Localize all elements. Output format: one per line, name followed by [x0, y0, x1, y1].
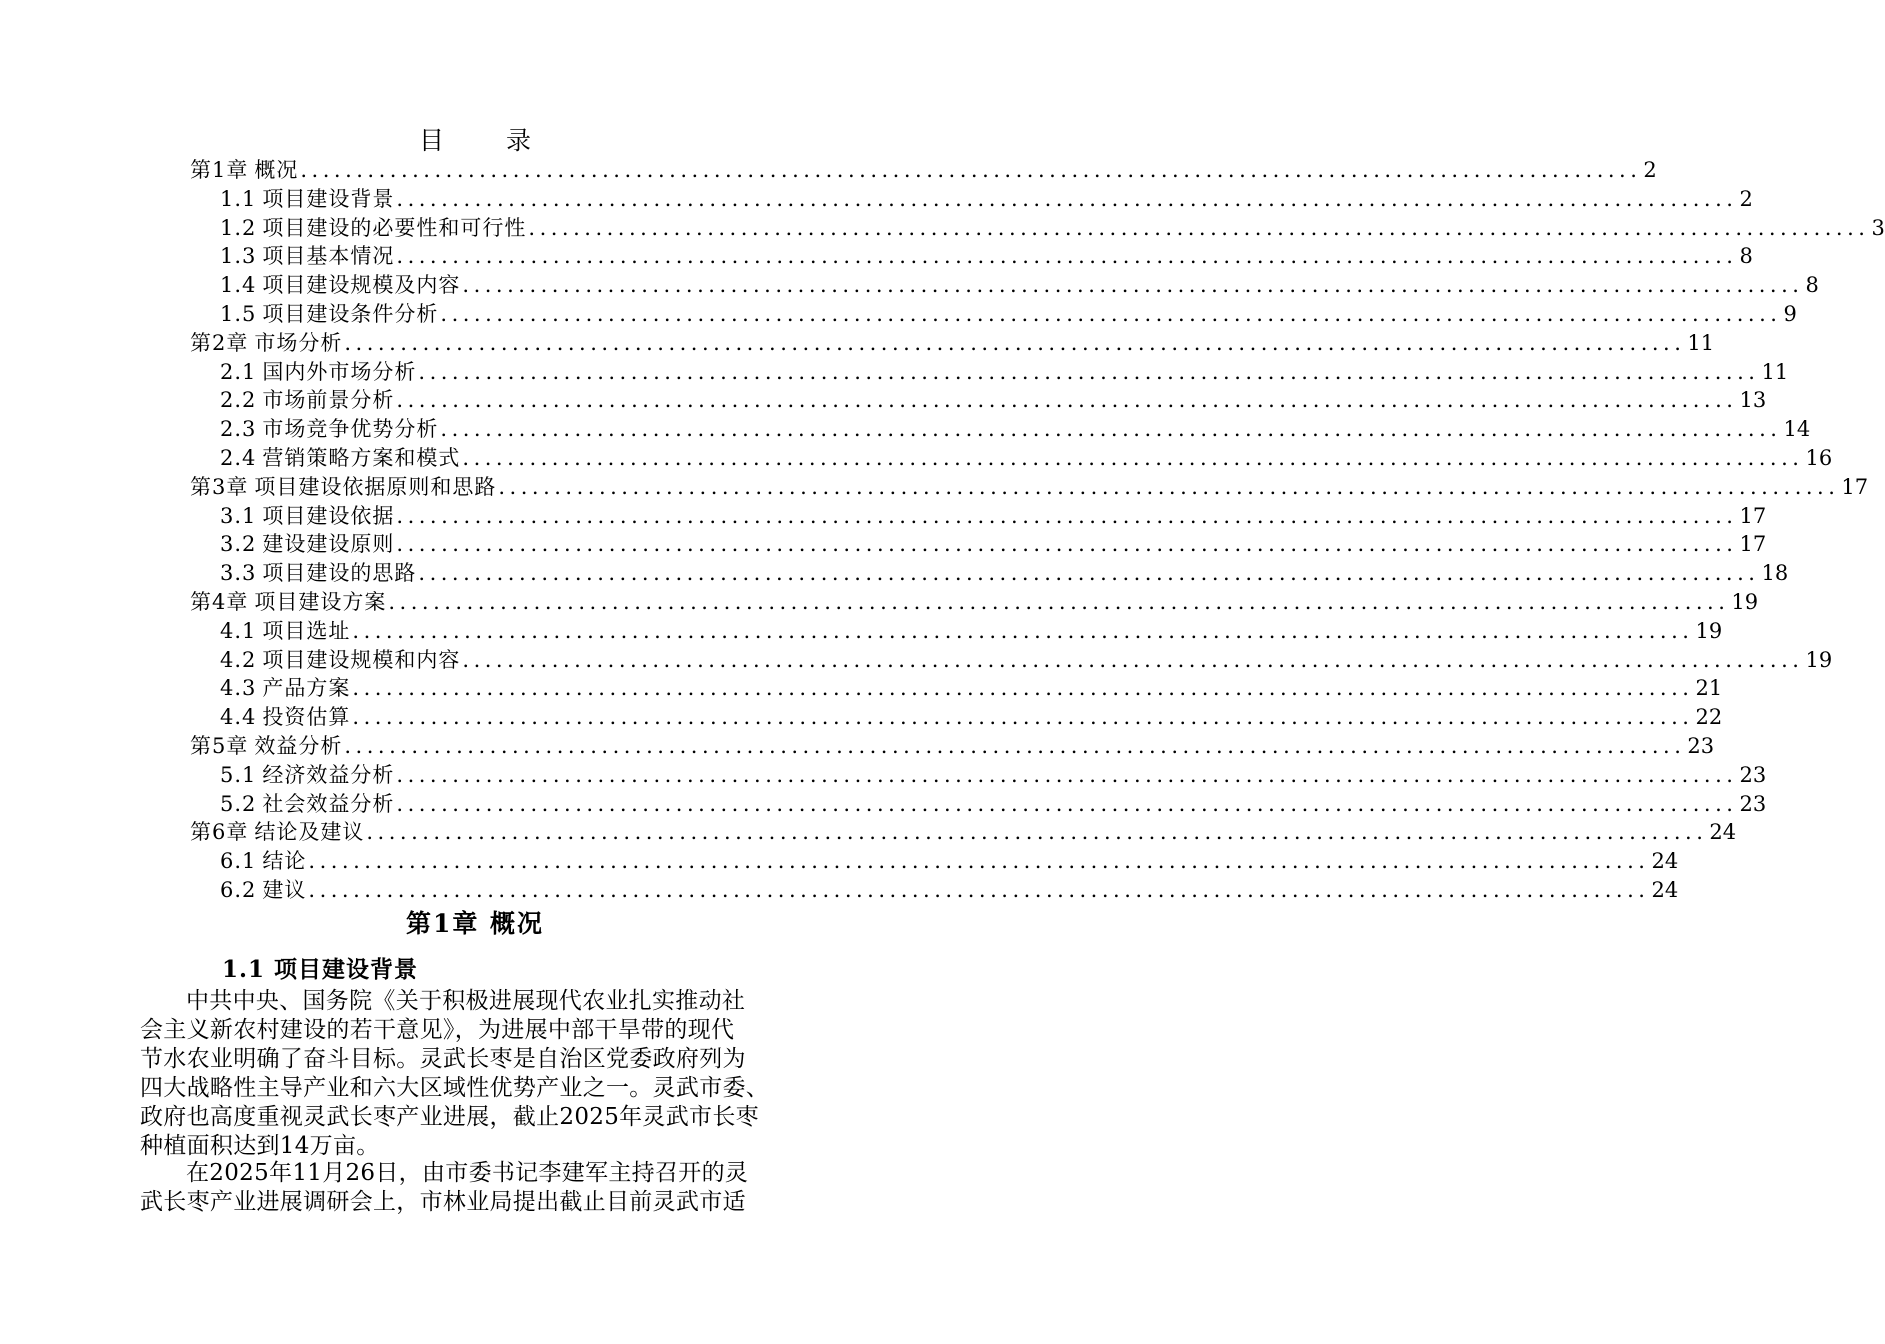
toc-page-number: 11: [1761, 359, 1789, 384]
toc-entry-number: 4.4: [220, 705, 257, 730]
toc-page-number: 11: [1687, 330, 1715, 355]
toc-entry[interactable]: [220, 185, 1753, 213]
toc-page-number: 2: [1739, 186, 1753, 211]
paragraph-line: 节水农业明确了奋斗目标。灵武长枣是自治区党委政府列为: [140, 1046, 746, 1072]
toc-entry-number: 3.2: [220, 532, 257, 557]
toc-leader-dots: ........................................................................................................................: [396, 503, 1738, 528]
toc-entry-title: 产品方案: [262, 676, 351, 701]
toc-entry-number: 5.2: [220, 791, 257, 816]
toc-entry[interactable]: [220, 617, 1723, 645]
toc-entry-number: 2.4: [220, 446, 257, 470]
toc-entry[interactable]: [220, 530, 1767, 558]
toc-entry-title: 结论: [262, 849, 307, 874]
toc-entry-number: 3.3: [220, 561, 257, 586]
toc-leader-dots: ........................................................................................................................: [344, 734, 1686, 758]
toc-entry-title: 社会效益分析: [262, 791, 395, 816]
toc-page-number: 16: [1805, 446, 1833, 470]
toc-entry-number: 5.1: [220, 762, 257, 787]
toc-entry-title: 项目建设规模和内容: [262, 647, 461, 672]
toc-entry-title: 项目建设依据原则和思路: [254, 474, 497, 499]
toc-entry[interactable]: [220, 386, 1767, 414]
toc-leader-dots: ........................................................................................................................: [440, 417, 1782, 442]
toc-entry[interactable]: [220, 358, 1789, 386]
toc-entry-label: [190, 156, 298, 184]
toc-entry-title: 投资估算: [262, 705, 351, 730]
body-paragraph-1: [140, 987, 815, 1161]
toc-leader-dots: ........................................................................................................................: [462, 273, 1804, 298]
toc-entry[interactable]: [220, 271, 1819, 299]
toc-entry-label: [190, 732, 342, 760]
toc-entry-label: [190, 473, 496, 501]
toc-page-number: 9: [1783, 302, 1797, 326]
toc-entry-number: 2.1: [220, 359, 257, 384]
toc-entry-title: 经济效益分析: [262, 762, 395, 787]
toc-leader-dots: ........................................................................................................................: [388, 590, 1730, 614]
toc-leader-dots: ........................................................................................................................: [528, 215, 1870, 240]
toc-leader-dots: ........................................................................................................................: [308, 878, 1650, 902]
toc-entry[interactable]: [220, 415, 1811, 443]
toc-entry-label: [220, 530, 394, 558]
toc-entry-number: 第1章: [190, 158, 249, 182]
toc-leader-dots: ........................................................................................................................: [352, 676, 1694, 701]
toc-page-number: 23: [1687, 734, 1715, 758]
paragraph-line: 在2025年11月26日，由市委书记李建军主持召开的灵: [186, 1160, 749, 1186]
toc-page-number: 18: [1761, 561, 1789, 586]
toc-leader-dots: ........................................................................................................................: [396, 388, 1738, 413]
toc-entry-label: [220, 703, 350, 731]
toc-entry-number: 1.2: [220, 215, 257, 240]
toc-entry-number: 4.3: [220, 676, 257, 701]
toc-leader-dots: ........................................................................................................................: [418, 561, 1760, 586]
toc-entry-number: 1.1: [220, 186, 257, 211]
toc-entry-number: 1.5: [220, 302, 257, 326]
toc-entry[interactable]: [220, 300, 1797, 328]
toc-leader-dots: ........................................................................................................................: [396, 762, 1738, 787]
toc-leader-dots: ........................................................................................................................: [498, 474, 1840, 499]
toc-entry-label: [220, 876, 306, 904]
toc-page-number: 17: [1841, 474, 1869, 499]
toc-entry-label: [220, 674, 350, 702]
toc-entry-title: 建设建设原则: [262, 532, 395, 557]
paragraph-line: 四大战略性主导产业和六大区域性优势产业之一。灵武市委、: [140, 1075, 770, 1101]
toc-page-number: 21: [1695, 676, 1723, 701]
toc-entry-title: 项目建设背景: [262, 186, 395, 211]
toc-entry-number: 1.4: [220, 273, 257, 298]
toc-leader-dots: ........................................................................................................................: [396, 244, 1738, 269]
toc-entry-label: [220, 300, 438, 328]
toc-entry[interactable]: [220, 242, 1753, 270]
toc-entry-label: [220, 617, 350, 645]
toc-entry[interactable]: [220, 790, 1767, 818]
toc-entry-label: [220, 242, 394, 270]
toc-entry[interactable]: [190, 473, 1869, 501]
toc-entry[interactable]: [220, 703, 1723, 731]
toc-page-number: 17: [1739, 503, 1767, 528]
toc-page-number: 24: [1651, 849, 1679, 874]
toc-entry-number: 2.2: [220, 388, 257, 413]
toc-entry-label: [220, 386, 394, 414]
toc-page-number: 19: [1695, 618, 1723, 643]
toc-page-number: 14: [1783, 417, 1811, 442]
toc-page-number: 22: [1695, 705, 1723, 730]
toc-entry-label: [220, 646, 460, 674]
toc-page-number: 23: [1739, 791, 1767, 816]
toc-entry-number: 2.3: [220, 417, 257, 442]
toc-entry-number: 6.2: [220, 878, 257, 902]
toc-entry-label: [220, 761, 394, 789]
toc-page-number: 24: [1651, 878, 1679, 902]
toc-leader-dots: ........................................................................................................................: [396, 532, 1738, 557]
toc-entry-label: [220, 214, 526, 242]
chapter-heading: 第1章 概况: [405, 909, 545, 938]
toc-leader-dots: ........................................................................................................................: [366, 820, 1708, 845]
toc-entry-label: [190, 329, 342, 357]
toc-entry-title: 项目基本情况: [262, 244, 395, 269]
toc-entry-number: 4.2: [220, 647, 257, 672]
paragraph-line: 会主义新农村建设的若干意见》，为进展中部干旱带的现代: [140, 1017, 735, 1043]
toc-entry[interactable]: [220, 674, 1723, 702]
toc-entry[interactable]: [220, 876, 1679, 904]
toc-entry-title: 项目建设方案: [254, 590, 387, 614]
toc-leader-dots: ........................................................................................................................: [440, 302, 1782, 326]
toc-entry-label: [220, 847, 306, 875]
body-paragraph-2: [140, 1159, 815, 1217]
toc-entry[interactable]: [220, 646, 1833, 674]
toc-entry[interactable]: [220, 214, 1885, 242]
toc-leader-dots: ........................................................................................................................: [462, 647, 1804, 672]
toc-entry[interactable]: [190, 732, 1715, 760]
toc-entry-title: 项目建设依据: [262, 503, 395, 528]
toc-leader-dots: ........................................................................................................................: [308, 849, 1650, 874]
toc-entry-label: [220, 559, 416, 587]
toc-page-number: 3: [1871, 215, 1885, 240]
toc-entry-title: 效益分析: [254, 734, 343, 758]
toc-entry-label: [220, 271, 460, 299]
toc-leader-dots: ........................................................................................................................: [396, 791, 1738, 816]
toc-entry-label: [220, 358, 416, 386]
toc-entry-number: 第3章: [190, 474, 249, 499]
toc-page-number: 19: [1731, 590, 1759, 614]
toc-page-number: 24: [1709, 820, 1737, 845]
toc-entry-number: 第5章: [190, 734, 249, 758]
toc-entry-title: 市场分析: [254, 330, 343, 355]
paragraph-line: 种植面积达到14万亩。: [140, 1133, 380, 1159]
toc-entry-label: [220, 790, 394, 818]
toc-entry-title: 市场竞争优势分析: [262, 417, 439, 442]
toc-entry-title: 结论及建议: [254, 820, 365, 845]
toc-entry-title: 概况: [254, 158, 299, 182]
toc-entry-title: 建议: [262, 878, 307, 902]
toc-entry-label: [220, 502, 394, 530]
toc-title: 目录: [418, 126, 593, 155]
toc-entry-label: [220, 415, 438, 443]
toc-entry-number: 第2章: [190, 330, 249, 355]
toc-entry[interactable]: [220, 502, 1767, 530]
toc-entry-title: 项目建设的必要性和可行性: [262, 215, 527, 240]
toc-entry-number: 第4章: [190, 590, 249, 614]
toc-entry[interactable]: [220, 559, 1789, 587]
paragraph-line: 政府也高度重视灵武长枣产业进展，截止2025年灵武市长枣: [140, 1104, 759, 1130]
toc-leader-dots: ........................................................................................................................: [396, 186, 1738, 211]
toc-entry[interactable]: [220, 847, 1679, 875]
toc-page-number: 17: [1739, 532, 1767, 557]
section-heading: 1.1 项目建设背景: [222, 956, 419, 983]
toc-entry-title: 项目建设条件分析: [262, 302, 439, 326]
toc-entry-title: 国内外市场分析: [262, 359, 417, 384]
toc-page-number: 8: [1805, 273, 1819, 298]
toc-entry[interactable]: [190, 329, 1715, 357]
toc-page-number: 2: [1643, 158, 1657, 182]
toc-leader-dots: ........................................................................................................................: [418, 359, 1760, 384]
toc-entry-label: [190, 588, 386, 616]
toc-leader-dots: ........................................................................................................................: [352, 705, 1694, 730]
toc-entry-label: [220, 185, 394, 213]
toc-entry-title: 项目选址: [262, 618, 351, 643]
toc-leader-dots: ........................................................................................................................: [462, 446, 1804, 470]
toc-entry-number: 4.1: [220, 618, 257, 643]
toc-entry[interactable]: [220, 761, 1767, 789]
toc-entry-title: 营销策略方案和模式: [262, 446, 461, 470]
toc-page-number: 13: [1739, 388, 1767, 413]
toc-entry[interactable]: [190, 156, 1657, 184]
toc-entry-number: 3.1: [220, 503, 257, 528]
toc-leader-dots: ........................................................................................................................: [300, 158, 1642, 182]
toc-entry[interactable]: [190, 588, 1759, 616]
paragraph-line: 武长枣产业进展调研会上，市林业局提出截止目前灵武市适: [140, 1189, 746, 1215]
toc-entry-title: 市场前景分析: [262, 388, 395, 413]
toc-page-number: 19: [1805, 647, 1833, 672]
paragraph-line: 中共中央、国务院《关于积极进展现代农业扎实推动社: [186, 988, 746, 1014]
toc-entry-number: 6.1: [220, 849, 257, 874]
toc-page-number: 23: [1739, 762, 1767, 787]
toc-entry-title: 项目建设的思路: [262, 561, 417, 586]
toc-page-number: 8: [1739, 244, 1753, 269]
toc-entry[interactable]: [220, 444, 1833, 472]
toc-entry-number: 1.3: [220, 244, 257, 269]
toc-entry[interactable]: [190, 818, 1737, 846]
toc-entry-number: 第6章: [190, 820, 249, 845]
toc-entry-label: [190, 818, 364, 846]
toc-leader-dots: ........................................................................................................................: [344, 330, 1686, 355]
toc-entry-title: 项目建设规模及内容: [262, 273, 461, 298]
toc-entry-label: [220, 444, 460, 472]
toc-leader-dots: ........................................................................................................................: [352, 618, 1694, 643]
